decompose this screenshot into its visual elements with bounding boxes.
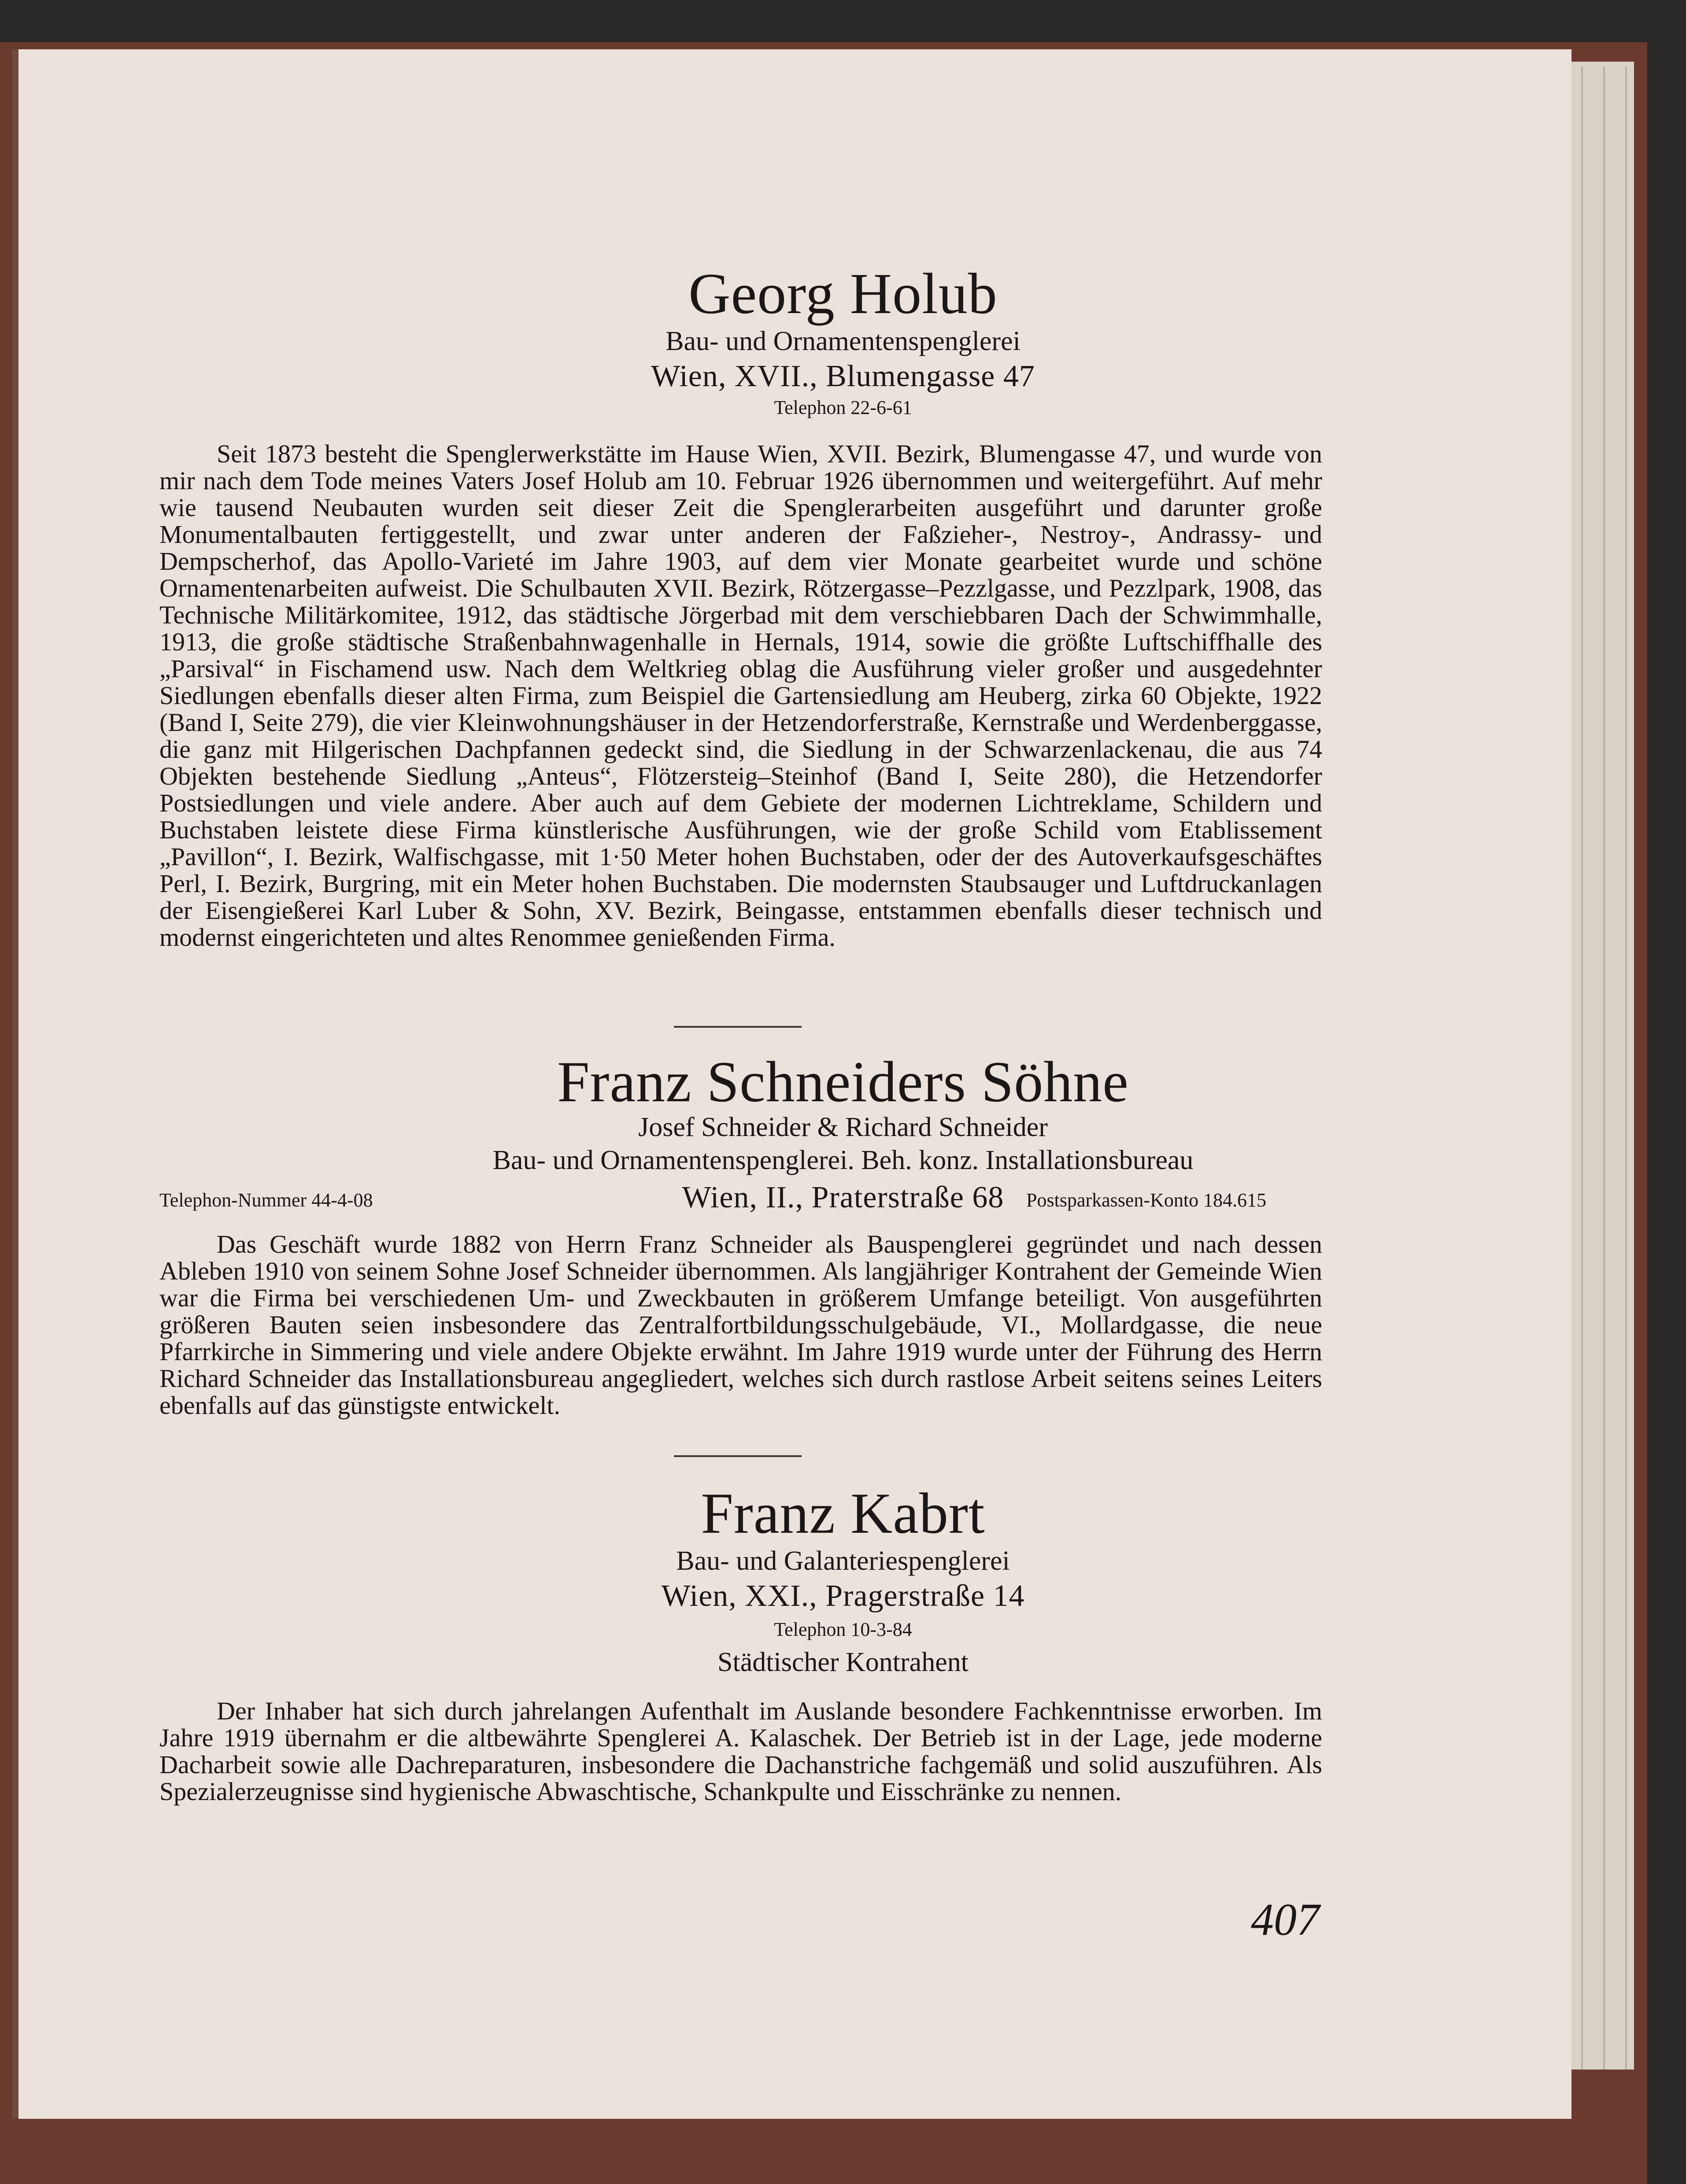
kabrt-heading: Franz Kabrt (701, 1481, 985, 1546)
schneider-owners: Josef Schneider & Richard Schneider (638, 1112, 1048, 1142)
schneider-subtitle: Bau- und Ornamentenspenglerei. Beh. konz. Installationsbureau (492, 1145, 1194, 1175)
schneider-account: Postsparkassen-Konto 184.615 (1026, 1189, 1267, 1211)
section-divider (674, 1455, 802, 1457)
schneider-heading: Franz Schneiders Söhne (557, 1049, 1129, 1114)
section-divider (674, 1026, 802, 1028)
schneider-phone: Telephon-Nummer 44-4-08 (159, 1189, 373, 1211)
holub-heading: Georg Holub (688, 261, 998, 326)
holub-subtitle: Bau- und Ornamentenspenglerei (666, 326, 1020, 356)
schneider-address: Wien, II., Praterstraße 68 (682, 1181, 1004, 1214)
kabrt-note: Städtischer Kontrahent (717, 1647, 969, 1677)
schneider-body: Das Geschäft wurde 1882 von Herrn Franz Schneider als Bauspenglerei gegründet und nach dessen Ableben 1910 von seinem Sohne Josef Schneider übernommen. Als langjähriger Kontrahent der Gemeinde Wien war die Firma bei verschiedenen Um- und Zweckbauten in größerem Umfange beteiligt. Von ausgeführten größeren Bauten seien insbesondere das Zentralfortbildungsschulgebäude, VI., Mollardgasse, die neue Pfarrkirche in Simmering und viele andere Objekte erwähnt. Im Jahre 1919 wurde unter der Führung des Herrn Richard Schneider das Installationsbureau angegliedert, welches sich durch rastlose Arbeit seitens seines Leiters ebenfalls auf das günstigste entwickelt. (159, 1230, 1322, 1420)
holub-address: Wien, XVII., Blumengasse 47 (651, 359, 1035, 393)
kabrt-subtitle: Bau- und Galanteriespenglerei (676, 1546, 1010, 1576)
page-number: 407 (1251, 1894, 1320, 1945)
kabrt-phone: Telephon 10-3-84 (774, 1619, 912, 1640)
kabrt-body: Der Inhaber hat sich durch jahrelangen Aufenthalt im Auslande besondere Fachkenntnisse erworben. Im Jahre 1919 übernahm er die altbewährte Spenglerei A. Kalaschek. Der Betrieb ist in der Lage, jede moderne Dacharbeit sowie alle Dachreparaturen, insbesondere die Dachanstriche fachgemäß und solid auszuführen. Als Spezialerzeugnisse sind hygienische Abwaschtische, Schankpulte und Eisschränke zu nennen. (159, 1697, 1322, 1806)
kabrt-address: Wien, XXI., Pragerstraße 14 (661, 1579, 1025, 1613)
holub-phone: Telephon 22-6-61 (774, 397, 912, 418)
holub-body: Seit 1873 besteht die Spenglerwerkstätte im Hause Wien, XVII. Bezirk, Blumengasse 47, und wurde von mir nach dem Tode meines Vaters Josef Holub am 10. Februar 1926 übernommen und weitergeführt. Auf mehr wie tausend Neubauten wurden seit dieser Zeit die Spenglerarbeiten ausgeführt und darunter große Monumentalbauten fertiggestellt, und zwar unter anderen der Faßzieher-, Nestroy-, Andrassy- und Dempscherhof, das Apollo-Varieté im Jahre 1903, auf dem vier Monate gearbeitet wurde und schöne Ornamentenarbeiten aufweist. Die Schulbauten XVII. Bezirk, Rötzergasse–Pezzlgasse, und Pezzlpark, 1908, das Technische Militärkomitee, 1912, das städtische Jörgerbad mit dem verschiebbaren Dach der Schwimmhalle, 1913, die große städtische Straßenbahnwagenhalle in Hernals, 1914, sowie die größte Luftschiffhalle des „Parsival“ in Fischamend usw. Nach dem Weltkrieg oblag die Ausführung vieler großer und ausgedehnter Siedlungen ebenfalls dieser alten Firma, zum Beispiel die Gartensiedlung am Heuberg, zirka 60 Objekte, 1922 (Band I, Seite 279), die vier Kleinwohnungshäuser in der Hetzendorferstraße, Kernstraße und Werdenberggasse, die ganz mit Hilgerischen Dachpfannen gedeckt sind, die Siedlung in der Schwarzenlackenau, die aus 74 Objekten bestehende Siedlung „Anteus“, Flötzersteig–Steinhof (Band I, Seite 280), die Hetzendorfer Postsiedlungen und viele andere. Aber auch auf dem Gebiete der modernen Lichtreklame, Schildern und Buchstaben leistete diese Firma künstlerische Ausführungen, wie der große Schild vom Etablissement „Pavillon“, I. Bezirk, Walfischgasse, mit 1·50 Meter hohen Buchstaben, oder der des Autoverkaufsgeschäftes Perl, I. Bezirk, Burgring, mit ein Meter hohen Buchstaben. Die modernsten Staubsauger und Luftdruckanlagen der Eisengießerei Karl Luber & Sohn, XV. Bezirk, Beingasse, entstammen ebenfalls dieser technisch und modernst eingerichteten und altes Renommee genießenden Firma. (159, 439, 1322, 952)
